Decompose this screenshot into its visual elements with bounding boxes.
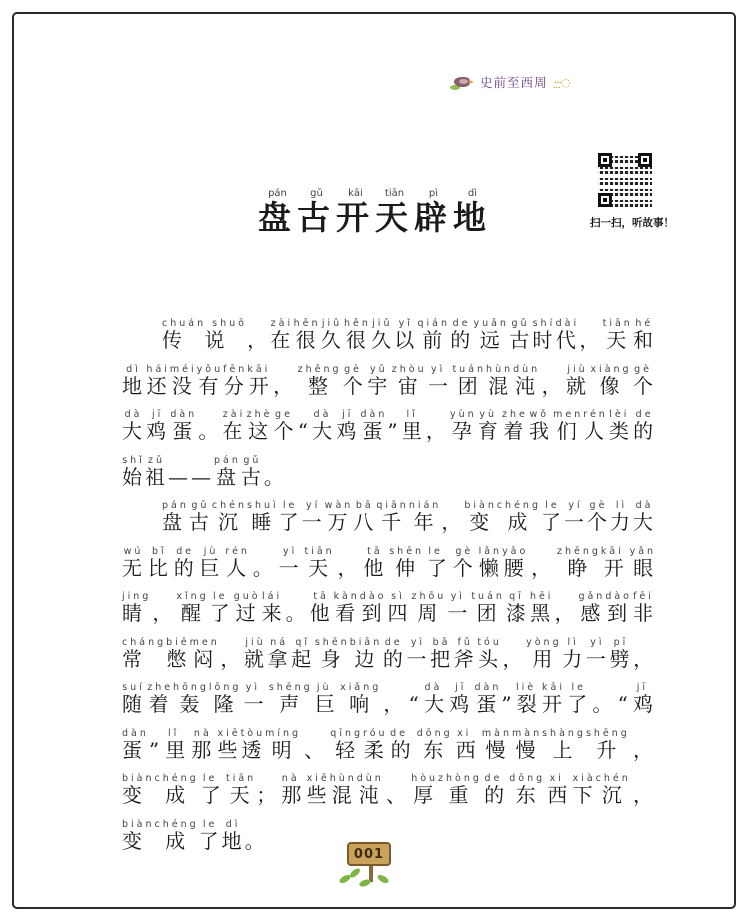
word: 变biàn bbox=[464, 500, 497, 534]
word: 育yù bbox=[476, 409, 502, 443]
title-char: 盘pán bbox=[258, 188, 297, 237]
word: 的de bbox=[382, 636, 407, 671]
word: 古gǔ bbox=[188, 500, 212, 534]
punctuation: ， bbox=[528, 555, 557, 580]
word: 来lái bbox=[260, 591, 286, 625]
word: 边biān bbox=[349, 636, 383, 671]
word: 柔róu bbox=[363, 727, 388, 762]
punctuation: 。 bbox=[285, 601, 310, 625]
word: 时shí bbox=[532, 318, 556, 352]
word: 就jiù bbox=[566, 363, 591, 398]
word: 团tuán bbox=[452, 363, 487, 398]
word: 响xiǎng bbox=[340, 682, 382, 716]
title-char: 辟pì bbox=[414, 188, 453, 237]
word: 些xiē bbox=[217, 727, 241, 762]
word: 腰yāo bbox=[502, 545, 529, 580]
word: 像xiàng bbox=[590, 363, 632, 398]
word: 大dà bbox=[421, 682, 450, 716]
word: 的de bbox=[481, 773, 510, 807]
word: 过guò bbox=[233, 591, 261, 625]
word: 蛋dàn bbox=[474, 682, 502, 716]
word: 始shǐ bbox=[122, 454, 145, 489]
word: 睛jing bbox=[122, 591, 152, 625]
word: 了le bbox=[540, 500, 564, 534]
word: 开kāi bbox=[542, 682, 568, 716]
word: 非fēi bbox=[631, 591, 656, 625]
word: 前qián bbox=[417, 318, 451, 352]
word: 憋biē bbox=[166, 636, 190, 671]
punctuation: ， bbox=[501, 646, 527, 671]
punctuation: ， bbox=[553, 601, 579, 625]
title-char: 开kāi bbox=[336, 188, 375, 237]
bird-icon bbox=[450, 74, 476, 90]
word: 传说chuán shuō bbox=[162, 318, 247, 352]
punctuation: ， bbox=[334, 555, 364, 580]
punctuation: 、 bbox=[383, 783, 412, 807]
word: 透tòu bbox=[240, 727, 266, 762]
punctuation: ， bbox=[579, 328, 603, 352]
word: 斧fǔ bbox=[453, 636, 478, 671]
word: 孕yùn bbox=[450, 409, 477, 443]
word: 上shàng bbox=[542, 727, 586, 762]
word: 个gè bbox=[341, 363, 368, 398]
word: 在zài bbox=[222, 409, 247, 443]
word: 地dì bbox=[221, 818, 245, 853]
punctuation: ” bbox=[501, 692, 515, 716]
word: 万wàn bbox=[324, 500, 354, 534]
word: 伸shēn bbox=[389, 545, 425, 580]
punctuation: ， bbox=[246, 328, 271, 352]
word: 四sì bbox=[386, 591, 412, 625]
word: 把bǎ bbox=[430, 636, 454, 671]
word: 头tóu bbox=[477, 636, 502, 671]
punctuation: ， bbox=[441, 510, 465, 534]
word: 隆lōng bbox=[208, 682, 242, 716]
word: 慢màn bbox=[481, 727, 513, 762]
word: 明míng bbox=[265, 727, 302, 762]
punctuation: ， bbox=[425, 419, 451, 443]
page-number-sign bbox=[333, 836, 405, 892]
word: 漆qī bbox=[504, 591, 530, 625]
punctuation: ， bbox=[633, 646, 657, 671]
word: 开kāi bbox=[247, 363, 274, 398]
word: 和hé bbox=[632, 318, 657, 352]
story-title bbox=[0, 188, 750, 238]
punctuation: ” bbox=[148, 737, 163, 762]
section-label: 史前至西周 bbox=[480, 75, 548, 90]
punctuation: ， bbox=[273, 373, 298, 398]
punctuation: 。 bbox=[244, 828, 268, 853]
word: 这zhè bbox=[246, 409, 273, 443]
word: 里lǐ bbox=[400, 409, 426, 443]
word: 我wǒ bbox=[527, 409, 554, 443]
word: 一yì bbox=[278, 545, 305, 580]
word: 了le bbox=[567, 682, 593, 716]
word: 宇yǔ bbox=[367, 363, 392, 398]
word: 一yì bbox=[426, 363, 453, 398]
word: 闷men bbox=[189, 636, 220, 671]
word: 力lì bbox=[610, 500, 634, 534]
punctuation: ， bbox=[630, 783, 656, 807]
word: 沌dùn bbox=[356, 773, 384, 807]
punctuation: ” bbox=[387, 419, 401, 443]
word: 沉chén bbox=[595, 773, 631, 807]
word: 成chéng bbox=[154, 818, 199, 853]
word: 有yǒu bbox=[196, 363, 224, 398]
word: 西xi bbox=[452, 727, 482, 762]
punctuation: 、 bbox=[301, 737, 331, 762]
word: 了le bbox=[424, 545, 453, 580]
word: 个gè bbox=[631, 363, 656, 398]
word: 整zhěng bbox=[297, 363, 342, 398]
word: 一yí bbox=[301, 500, 325, 534]
word: 没méi bbox=[169, 363, 197, 398]
word: 比bǐ bbox=[147, 545, 174, 580]
word: 个ge bbox=[272, 409, 298, 443]
word: 声shēng bbox=[268, 682, 313, 716]
word: 轰hōng bbox=[173, 682, 209, 716]
word: 八bā bbox=[353, 500, 377, 534]
word: 变biàn bbox=[122, 818, 155, 853]
word: 以yǐ bbox=[394, 318, 418, 352]
word: 混hùn bbox=[486, 363, 514, 398]
word: 的de bbox=[633, 409, 657, 443]
word: 西xi bbox=[545, 773, 573, 807]
word: 着zhe bbox=[501, 409, 528, 443]
word: 开kāi bbox=[600, 545, 630, 580]
word: 类lèi bbox=[607, 409, 634, 443]
punctuation: ， bbox=[219, 646, 244, 671]
word: 的de bbox=[450, 318, 474, 352]
paragraph bbox=[122, 500, 656, 864]
word: 鸡jī bbox=[449, 682, 475, 716]
word: 沌dùn bbox=[513, 363, 541, 398]
word: 团tuán bbox=[471, 591, 505, 625]
scan-caption: 扫一扫，听故事！ bbox=[590, 217, 674, 229]
punctuation: ， bbox=[629, 737, 656, 762]
word: 用yòng bbox=[526, 636, 562, 671]
word: 睡shuì bbox=[247, 500, 279, 534]
word: 久jiǔ bbox=[320, 318, 344, 352]
punctuation: ； bbox=[256, 783, 280, 807]
word: 沉chén bbox=[211, 500, 248, 534]
punctuation: “ bbox=[408, 692, 422, 716]
punctuation: ， bbox=[381, 692, 409, 716]
word: 黑hēi bbox=[529, 591, 554, 625]
word: 千qiān bbox=[376, 500, 409, 534]
word: 里lǐ bbox=[162, 727, 192, 762]
punctuation: “ bbox=[617, 692, 631, 716]
word: 他tā bbox=[309, 591, 334, 625]
word: 一yì bbox=[585, 636, 610, 671]
word: 轻qīng bbox=[330, 727, 364, 762]
word: 了le bbox=[198, 818, 222, 853]
word: 宙zhòu bbox=[391, 363, 427, 398]
word: 就jiù bbox=[243, 636, 268, 671]
word: 升shēng bbox=[585, 727, 630, 762]
word: 身shēn bbox=[314, 636, 350, 671]
word: 看kàn bbox=[333, 591, 360, 625]
paragraph bbox=[122, 318, 656, 500]
word: 慢màn bbox=[512, 727, 543, 762]
word: 代dài bbox=[555, 318, 580, 352]
word: 拿ná bbox=[267, 636, 292, 671]
word: 个gè bbox=[586, 500, 610, 534]
word: 大dà bbox=[633, 500, 657, 534]
word: 些xiē bbox=[306, 773, 330, 807]
word: 鸡jī bbox=[146, 409, 171, 443]
word: 重zhòng bbox=[438, 773, 482, 807]
word: 久jiǔ bbox=[370, 318, 395, 352]
word: 盘pán bbox=[214, 454, 241, 489]
punctuation: 。 bbox=[592, 692, 618, 716]
word: 他tā bbox=[363, 545, 390, 580]
word: 分fēn bbox=[223, 363, 248, 398]
word: 睁zhēng bbox=[557, 545, 601, 580]
word: 的de bbox=[387, 727, 417, 762]
word: 劈pī bbox=[609, 636, 634, 671]
word: 人rén bbox=[225, 545, 250, 580]
word: 了le bbox=[278, 500, 302, 534]
word: 了le bbox=[198, 773, 226, 807]
word: 在zài bbox=[270, 318, 294, 352]
word: 感gǎn bbox=[578, 591, 606, 625]
word: 一yì bbox=[406, 636, 431, 671]
word: 无wú bbox=[122, 545, 148, 580]
page-number: 001 bbox=[347, 842, 391, 866]
word: 很hěn bbox=[293, 318, 321, 352]
word: 鸡jī bbox=[630, 682, 657, 716]
word: 随suí bbox=[122, 682, 148, 716]
word: 天tiān bbox=[602, 318, 633, 352]
word: 变biàn bbox=[122, 773, 155, 807]
word: 还hái bbox=[146, 363, 170, 398]
word: 那nà bbox=[279, 773, 307, 807]
word: 醒xǐng bbox=[176, 591, 209, 625]
word: 蛋dàn bbox=[170, 409, 198, 443]
word: 很hěn bbox=[343, 318, 371, 352]
punctuation: 。 bbox=[263, 464, 287, 489]
word: 混hùn bbox=[329, 773, 357, 807]
word: 蛋dàn bbox=[122, 727, 149, 762]
word: 到dào bbox=[605, 591, 632, 625]
punctuation: ， bbox=[151, 601, 177, 625]
word: 到dào bbox=[359, 591, 387, 625]
word: 古gǔ bbox=[240, 454, 264, 489]
word: 一yì bbox=[241, 682, 269, 716]
word: 厚hòu bbox=[411, 773, 439, 807]
word: 天tiān bbox=[226, 773, 257, 807]
word: 了le bbox=[208, 591, 234, 625]
section-header bbox=[450, 71, 570, 93]
word: 起qǐ bbox=[291, 636, 315, 671]
word: 祖zǔ bbox=[145, 454, 168, 489]
word: 东dōng bbox=[509, 773, 546, 807]
word: 一yì bbox=[446, 591, 472, 625]
word: 周zhōu bbox=[411, 591, 447, 625]
word: 懒lǎn bbox=[478, 545, 503, 580]
title-char: 天tiān bbox=[375, 188, 414, 237]
word: 成chéng bbox=[496, 500, 541, 534]
word: 巨jù bbox=[199, 545, 226, 580]
punctuation: 。 bbox=[197, 419, 223, 443]
word: 人rén bbox=[583, 409, 608, 443]
word: 天tiān bbox=[304, 545, 335, 580]
word: 大dà bbox=[311, 409, 337, 443]
punctuation: —— bbox=[168, 464, 214, 489]
story-body bbox=[122, 318, 656, 864]
title-char: 地dì bbox=[453, 188, 492, 237]
word: 着zhe bbox=[147, 682, 174, 716]
word: 一yí bbox=[563, 500, 587, 534]
word: 地dì bbox=[122, 363, 147, 398]
dotted-trail-icon: ·̣·̣·̣◌ bbox=[553, 75, 570, 89]
punctuation: ， bbox=[540, 373, 567, 398]
punctuation: “ bbox=[297, 419, 312, 443]
word: 巨jù bbox=[312, 682, 341, 716]
word: 那nà bbox=[191, 727, 218, 762]
punctuation: 。 bbox=[249, 555, 279, 580]
title-char: 古gǔ bbox=[297, 188, 336, 237]
word: 东dōng bbox=[416, 727, 453, 762]
word: 古gǔ bbox=[508, 318, 533, 352]
word: 的de bbox=[173, 545, 200, 580]
word: 盘pán bbox=[162, 500, 189, 534]
word: 个gè bbox=[452, 545, 479, 580]
word: 大dà bbox=[122, 409, 147, 443]
word: 力lì bbox=[561, 636, 586, 671]
word: 年nián bbox=[408, 500, 442, 534]
word: 常cháng bbox=[122, 636, 167, 671]
word: 鸡jī bbox=[336, 409, 361, 443]
word: 成chéng bbox=[154, 773, 199, 807]
word: 蛋dàn bbox=[360, 409, 388, 443]
word: 远yuǎn bbox=[473, 318, 509, 352]
word: 眼yǎn bbox=[629, 545, 657, 580]
word: 们men bbox=[553, 409, 584, 443]
word: 裂liè bbox=[514, 682, 542, 716]
word: 下xià bbox=[572, 773, 596, 807]
